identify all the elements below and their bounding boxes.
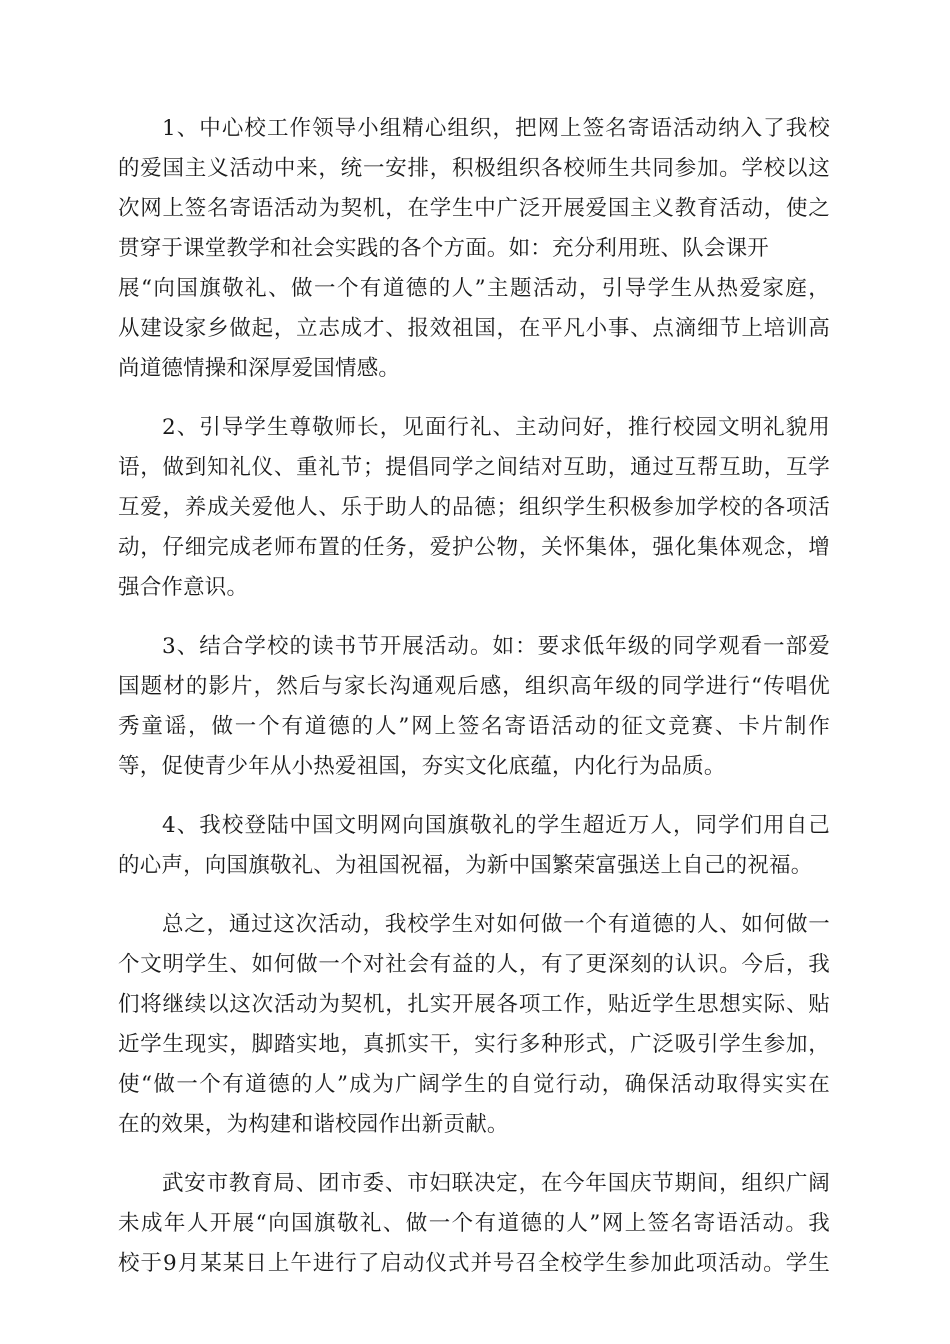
text-line: 展“向国旗敬礼、做一个有道德的人”主题活动，引导学生从热爱家庭， xyxy=(118,276,830,301)
text-line: 的心声，向国旗敬礼、为祖国祝福，为新中国繁荣富强送上自己的祝福。 xyxy=(118,853,813,878)
text-line: 在的效果，为构建和谐校园作出新贡献。 xyxy=(118,1112,509,1137)
text-line: 从建设家乡做起，立志成才、报效祖国，在平凡小事、点滴细节上培训高 xyxy=(118,316,830,341)
text-line: 动，仔细完成老师布置的任务，爱护公物，关怀集体，强化集体观念，增 xyxy=(118,535,830,560)
text-line: 尚道德情操和深厚爱国情感。 xyxy=(118,356,401,381)
text-line: 秀童谣，做一个有道德的人”网上签名寄语活动的征文竞赛、卡片制作 xyxy=(118,714,830,739)
text-line: 近学生现实，脚踏实地，真抓实干，实行多种形式，广泛吸引学生参加， xyxy=(118,1032,830,1057)
text-line: 3、结合学校的读书节开展活动。如：要求低年级的同学观看一部爱 xyxy=(162,634,830,659)
text-line: 未成年人开展“向国旗敬礼、做一个有道德的人”网上签名寄语活动。我 xyxy=(118,1211,830,1236)
text-line: 的爱国主义活动中来，统一安排，积极组织各校师生共同参加。学校以这 xyxy=(118,156,830,181)
text-line: 校于9月某某日上午进行了启动仪式并号召全校学生参加此项活动。学生 xyxy=(118,1251,830,1276)
text-line: 1、中心校工作领导小组精心组织，把网上签名寄语活动纳入了我校 xyxy=(162,116,830,141)
text-line: 次网上签名寄语活动为契机，在学生中广泛开展爱国主义教育活动，使之 xyxy=(118,196,830,221)
text-line: 总之，通过这次活动，我校学生对如何做一个有道德的人、如何做一 xyxy=(162,912,830,937)
text-line: 等，促使青少年从小热爱祖国，夯实文化底蕴，内化行为品质。 xyxy=(118,754,726,779)
text-line: 4、我校登陆中国文明网向国旗敬礼的学生超近万人，同学们用自己 xyxy=(162,813,830,838)
text-line: 互爱，养成关爱他人、乐于助人的品德；组织学生积极参加学校的各项活 xyxy=(118,495,830,520)
text-line: 武安市教育局、团市委、市妇联决定，在今年国庆节期间，组织广阔 xyxy=(162,1171,830,1196)
text-line: 2、引导学生尊敬师长，见面行礼、主动问好，推行校园文明礼貌用 xyxy=(162,415,830,440)
text-line: 个文明学生、如何做一个对社会有益的人，有了更深刻的认识。今后，我 xyxy=(118,952,830,977)
text-line: 贯穿于课堂教学和社会实践的各个方面。如：充分利用班、队会课开 xyxy=(118,236,770,261)
text-line: 使“做一个有道德的人”成为广阔学生的自觉行动，确保活动取得实实在 xyxy=(118,1072,830,1097)
text-line: 语，做到知礼仪、重礼节；提倡同学之间结对互助，通过互帮互助，互学 xyxy=(118,455,830,480)
text-line: 国题材的影片，然后与家长沟通观后感，组织高年级的同学进行“传唱优 xyxy=(118,674,830,699)
text-line: 强合作意识。 xyxy=(118,575,249,600)
text-line: 们将继续以这次活动为契机，扎实开展各项工作，贴近学生思想实际、贴 xyxy=(118,992,830,1017)
